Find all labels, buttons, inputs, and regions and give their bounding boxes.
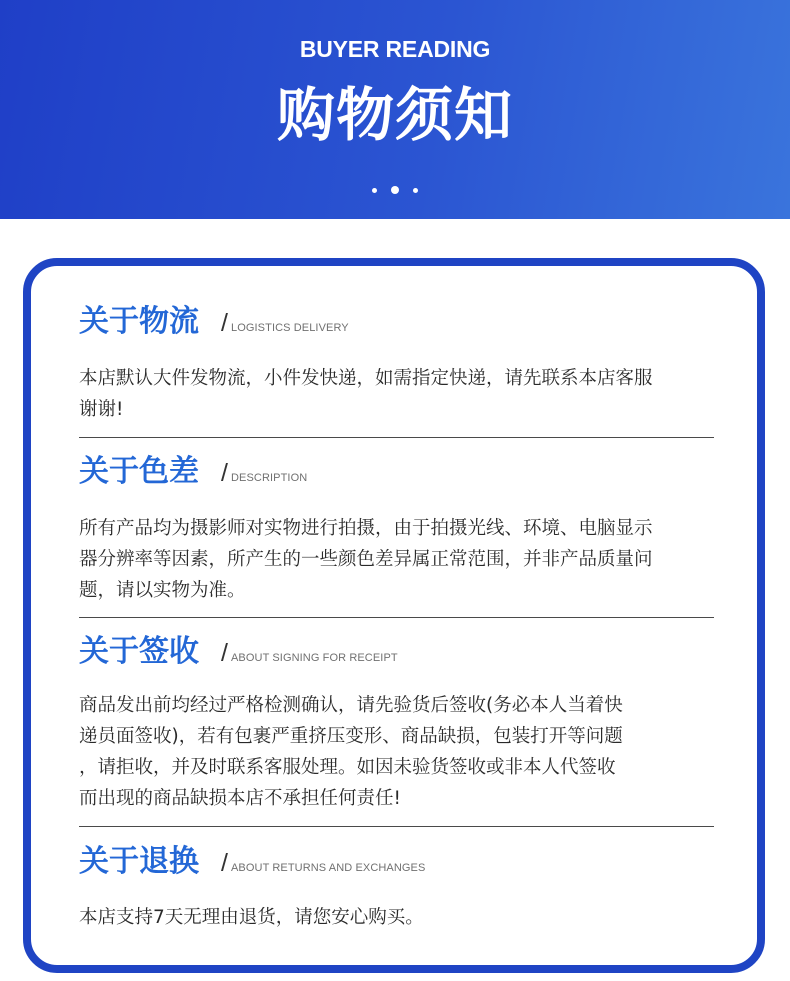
slash-separator: / xyxy=(221,849,228,877)
body-line: 谢谢! xyxy=(79,399,124,420)
section-body xyxy=(79,902,719,933)
section-title: 关于色差 xyxy=(79,454,199,489)
section-subtitle-en: ABOUT RETURNS AND EXCHANGES xyxy=(231,862,426,874)
dot-icon xyxy=(391,186,399,194)
header-banner xyxy=(0,0,790,219)
body-line: 本店默认大件发物流，小件发快递，如需指定快递，请先联系本店客服 xyxy=(79,368,653,389)
decorative-dots xyxy=(372,186,418,194)
section-body xyxy=(79,363,719,425)
section-title: 关于签收 xyxy=(79,634,199,669)
slash-separator: / xyxy=(221,639,228,667)
section-title: 关于退换 xyxy=(79,844,199,879)
body-line: 本店支持7天无理由退货，请您安心购买。 xyxy=(79,907,424,928)
body-line: 递员面签收)，若有包裹严重挤压变形、商品缺损，包装打开等问题 xyxy=(79,726,623,747)
section-header xyxy=(79,452,719,498)
body-line: 器分辨率等因素，所产生的一些颜色差异属正常范围，并非产品质量问 xyxy=(79,549,653,570)
section-title: 关于物流 xyxy=(79,304,199,339)
section-divider xyxy=(79,617,714,618)
body-line: 所有产品均为摄影师对实物进行拍摄，由于拍摄光线、环境、电脑显示 xyxy=(79,518,653,539)
slash-separator: / xyxy=(221,459,228,487)
section-subtitle-en: DESCRIPTION xyxy=(231,472,308,484)
banner-subtitle: BUYER READING xyxy=(299,36,491,62)
section-divider xyxy=(79,437,714,438)
dot-icon xyxy=(413,188,418,193)
section-body xyxy=(79,513,719,606)
body-line: 而出现的商品缺损本店不承担任何责任! xyxy=(79,788,401,809)
banner-title: 购物须知 xyxy=(276,81,513,149)
section-header xyxy=(79,842,719,888)
section-body xyxy=(79,690,719,814)
section-header xyxy=(79,632,719,678)
body-line: 题，请以实物为准。 xyxy=(79,580,246,601)
dot-icon xyxy=(372,188,377,193)
body-line: ，请拒收，并及时联系客服处理。如因未验货签收或非本人代签收 xyxy=(79,757,616,778)
section-subtitle-en: LOGISTICS DELIVERY xyxy=(231,322,349,334)
body-line: 商品发出前均经过严格检测确认，请先验货后签收(务必本人当着快 xyxy=(79,695,623,716)
section-divider xyxy=(79,826,714,827)
section-subtitle-en: ABOUT SIGNING FOR RECEIPT xyxy=(231,652,398,664)
section-header xyxy=(79,302,719,348)
slash-separator: / xyxy=(221,309,228,337)
